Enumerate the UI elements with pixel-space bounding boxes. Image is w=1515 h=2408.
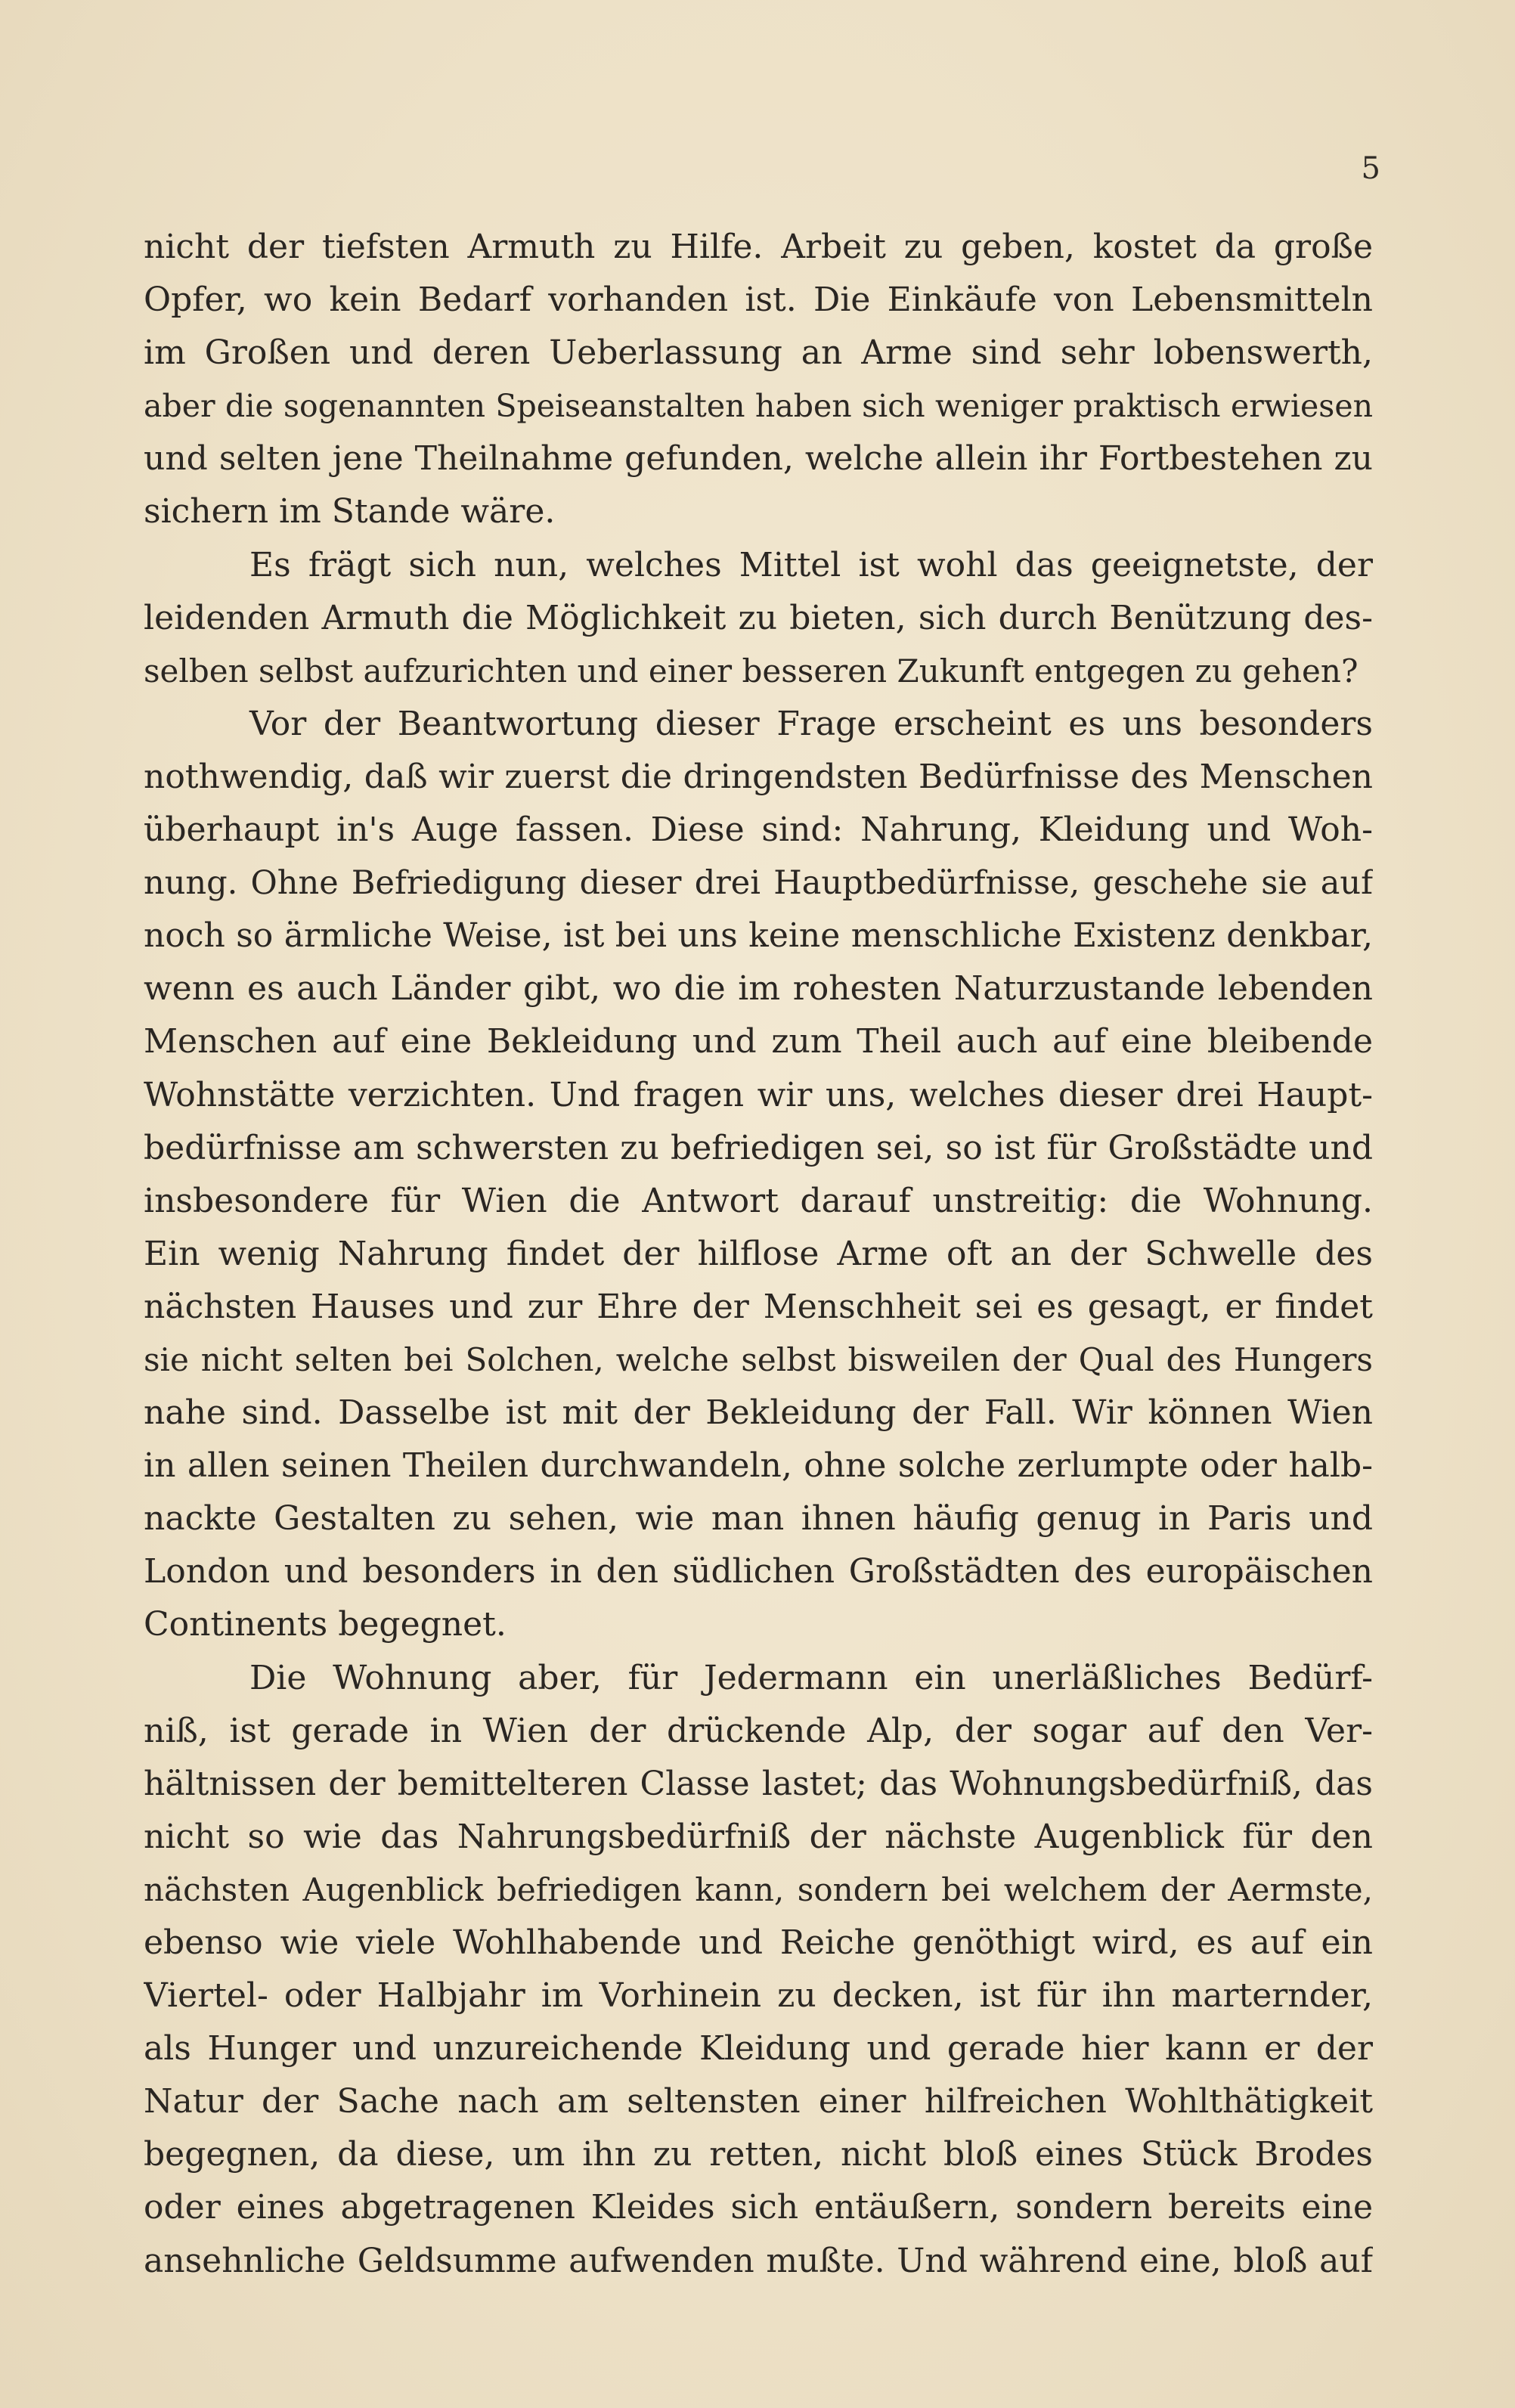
text-line: begegnen, da diese, um ihn zu retten, nicht bloß eines Stück Brodes: [144, 2135, 1373, 2174]
text-line: nicht so wie das Nahrungsbedürfniß der nächste Augenblick für den: [144, 1817, 1373, 1856]
text-line: Wohnstätte verzichten. Und fragen wir uns, welches dieser drei Haupt-: [144, 1075, 1373, 1114]
text-line: aber die sogenannten Speiseanstalten haben sich weniger praktisch erwiesen: [144, 388, 1373, 425]
text-line: nahe sind. Dasselbe ist mit der Bekleidung der Fall. Wir können Wien: [144, 1393, 1373, 1433]
text-line: in allen seinen Theilen durchwandeln, ohne solche zerlumpte oder halb-: [144, 1446, 1373, 1486]
text-line: wenn es auch Länder gibt, wo die im rohesten Naturzustande lebenden: [144, 969, 1373, 1009]
text-line: noch so ärmliche Weise, ist bei uns keine menschliche Existenz denkbar,: [144, 916, 1373, 956]
text-line: sie nicht selten bei Solchen, welche selbst bisweilen der Qual des Hungers: [144, 1340, 1373, 1378]
text-line: Ein wenig Nahrung findet der hilflose Arme oft an der Schwelle des: [144, 1234, 1373, 1273]
text-line: Viertel- oder Halbjahr im Vorhinein zu decken, ist für ihn marternder,: [144, 1976, 1373, 2016]
text-line: nothwendig, daß wir zuerst die dringendsten Bedürfnisse des Menschen: [144, 757, 1373, 796]
text-line: ebenso wie viele Wohlhabende und Reiche genöthigt wird, es auf ein: [144, 1923, 1373, 1962]
text-line: selben selbst aufzurichten und einer besseren Zukunft entgegen zu gehen?: [144, 652, 1359, 690]
text-line: Opfer, wo kein Bedarf vorhanden ist. Die Einkäufe von Lebensmitteln: [144, 280, 1373, 320]
text-line: überhaupt in's Auge fassen. Diese sind: Nahrung, Kleidung und Woh-: [144, 810, 1373, 850]
text-line: Menschen auf eine Bekleidung und zum Theil auch auf eine bleibende: [144, 1022, 1373, 1061]
text-line: nächsten Hauses und zur Ehre der Menschheit sei es gesagt, er findet: [144, 1287, 1373, 1326]
text-line: nackte Gestalten zu sehen, wie man ihnen häufig genug in Paris und: [144, 1499, 1373, 1539]
page-number: 5: [1361, 151, 1380, 186]
text-line: niß, ist gerade in Wien der drückende Alp, der sogar auf den Ver-: [144, 1711, 1373, 1750]
text-line: Continents begegnet.: [144, 1605, 507, 1644]
text-line: Die Wohnung aber, für Jedermann ein unerläßliches Bedürf-: [249, 1658, 1373, 1697]
text-line: leidenden Armuth die Möglichkeit zu bieten, sich durch Benützung des-: [144, 598, 1373, 637]
text-line: Natur der Sache nach am seltensten einer hilfreichen Wohlthätigkeit: [144, 2082, 1373, 2121]
text-line: bedürfnisse am schwersten zu befriedigen sei, so ist für Großstädte und: [144, 1128, 1373, 1167]
text-line: nächsten Augenblick befriedigen kann, sondern bei welchem der Aermste,: [144, 1870, 1373, 1908]
text-line: und selten jene Theilnahme gefunden, welche allein ihr Fortbestehen zu: [144, 439, 1373, 479]
text-line: London und besonders in den südlichen Großstädten des europäischen: [144, 1552, 1373, 1591]
body-text: [144, 221, 1373, 2288]
text-line: ansehnliche Geldsumme aufwenden mußte. Und während eine, bloß auf: [144, 2241, 1373, 2280]
text-line: hältnissen der bemittelteren Classe lastet; das Wohnungsbedürfniß, das: [144, 1764, 1373, 1803]
text-line: nicht der tiefsten Armuth zu Hilfe. Arbeit zu geben, kostet da große: [144, 228, 1373, 266]
text-line: sichern im Stande wäre.: [144, 492, 556, 531]
text-line: oder eines abgetragenen Kleides sich entäußern, sondern bereits eine: [144, 2188, 1373, 2227]
text-line: Es frägt sich nun, welches Mittel ist wohl das geeignetste, der: [249, 545, 1373, 584]
text-line: Vor der Beantwortung dieser Frage erscheint es uns besonders: [249, 704, 1373, 743]
text-line: insbesondere für Wien die Antwort darauf unstreitig: die Wohnung.: [144, 1181, 1373, 1220]
text-line: nung. Ohne Befriedigung dieser drei Hauptbedürfnisse, geschehe sie auf: [144, 864, 1373, 903]
text-line: im Großen und deren Ueberlassung an Arme sind sehr lobenswerth,: [144, 333, 1373, 373]
text-line: als Hunger und unzureichende Kleidung und gerade hier kann er der: [144, 2029, 1373, 2069]
